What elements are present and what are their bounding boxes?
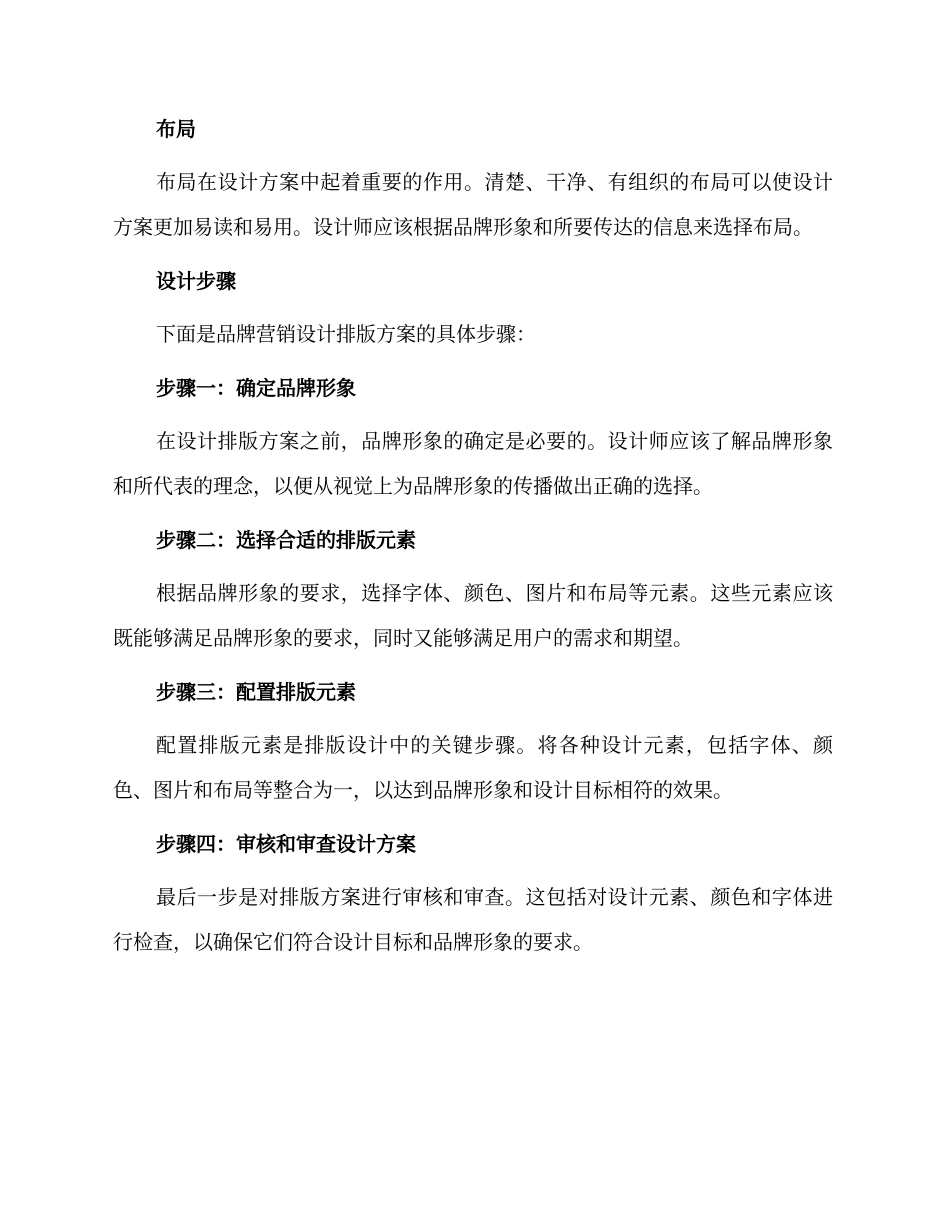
section-body-design-steps: 下面是品牌营销设计排版方案的具体步骤：: [156, 322, 536, 346]
section-heading-step-three: 步骤三：配置排版元素: [156, 680, 356, 704]
section-heading-design-steps: 设计步骤: [156, 269, 236, 293]
document-page: [113, 110, 833, 965]
section-heading-step-one: 步骤一：确定品牌形象: [156, 376, 356, 400]
section-body-step-two: 根据品牌形象的要求，选择字体、颜色、图片和布局等元素。这些元素应该既能够满足品牌形象的要求，同时又能够满足用户的需求和期望。: [113, 581, 833, 650]
section-body-layout: 布局在设计方案中起着重要的作用。清楚、干净、有组织的布局可以使设计方案更加易读和易用。设计师应该根据品牌形象和所要传达的信息来选择布局。: [113, 170, 833, 239]
section-heading-step-two: 步骤二：选择合适的排版元素: [156, 528, 416, 552]
section-heading-layout: 布局: [156, 117, 196, 141]
section-body-step-three: 配置排版元素是排版设计中的关键步骤。将各种设计元素，包括字体、颜色、图片和布局等整合为一，以达到品牌形象和设计目标相符的效果。: [113, 733, 833, 802]
section-body-step-four: 最后一步是对排版方案进行审核和审查。这包括对设计元素、颜色和字体进行检查，以确保它们符合设计目标和品牌形象的要求。: [113, 885, 833, 954]
section-heading-step-four: 步骤四：审核和审查设计方案: [156, 832, 416, 856]
section-body-step-one: 在设计排版方案之前，品牌形象的确定是必要的。设计师应该了解品牌形象和所代表的理念，以便从视觉上为品牌形象的传播做出正确的选择。: [113, 429, 833, 498]
